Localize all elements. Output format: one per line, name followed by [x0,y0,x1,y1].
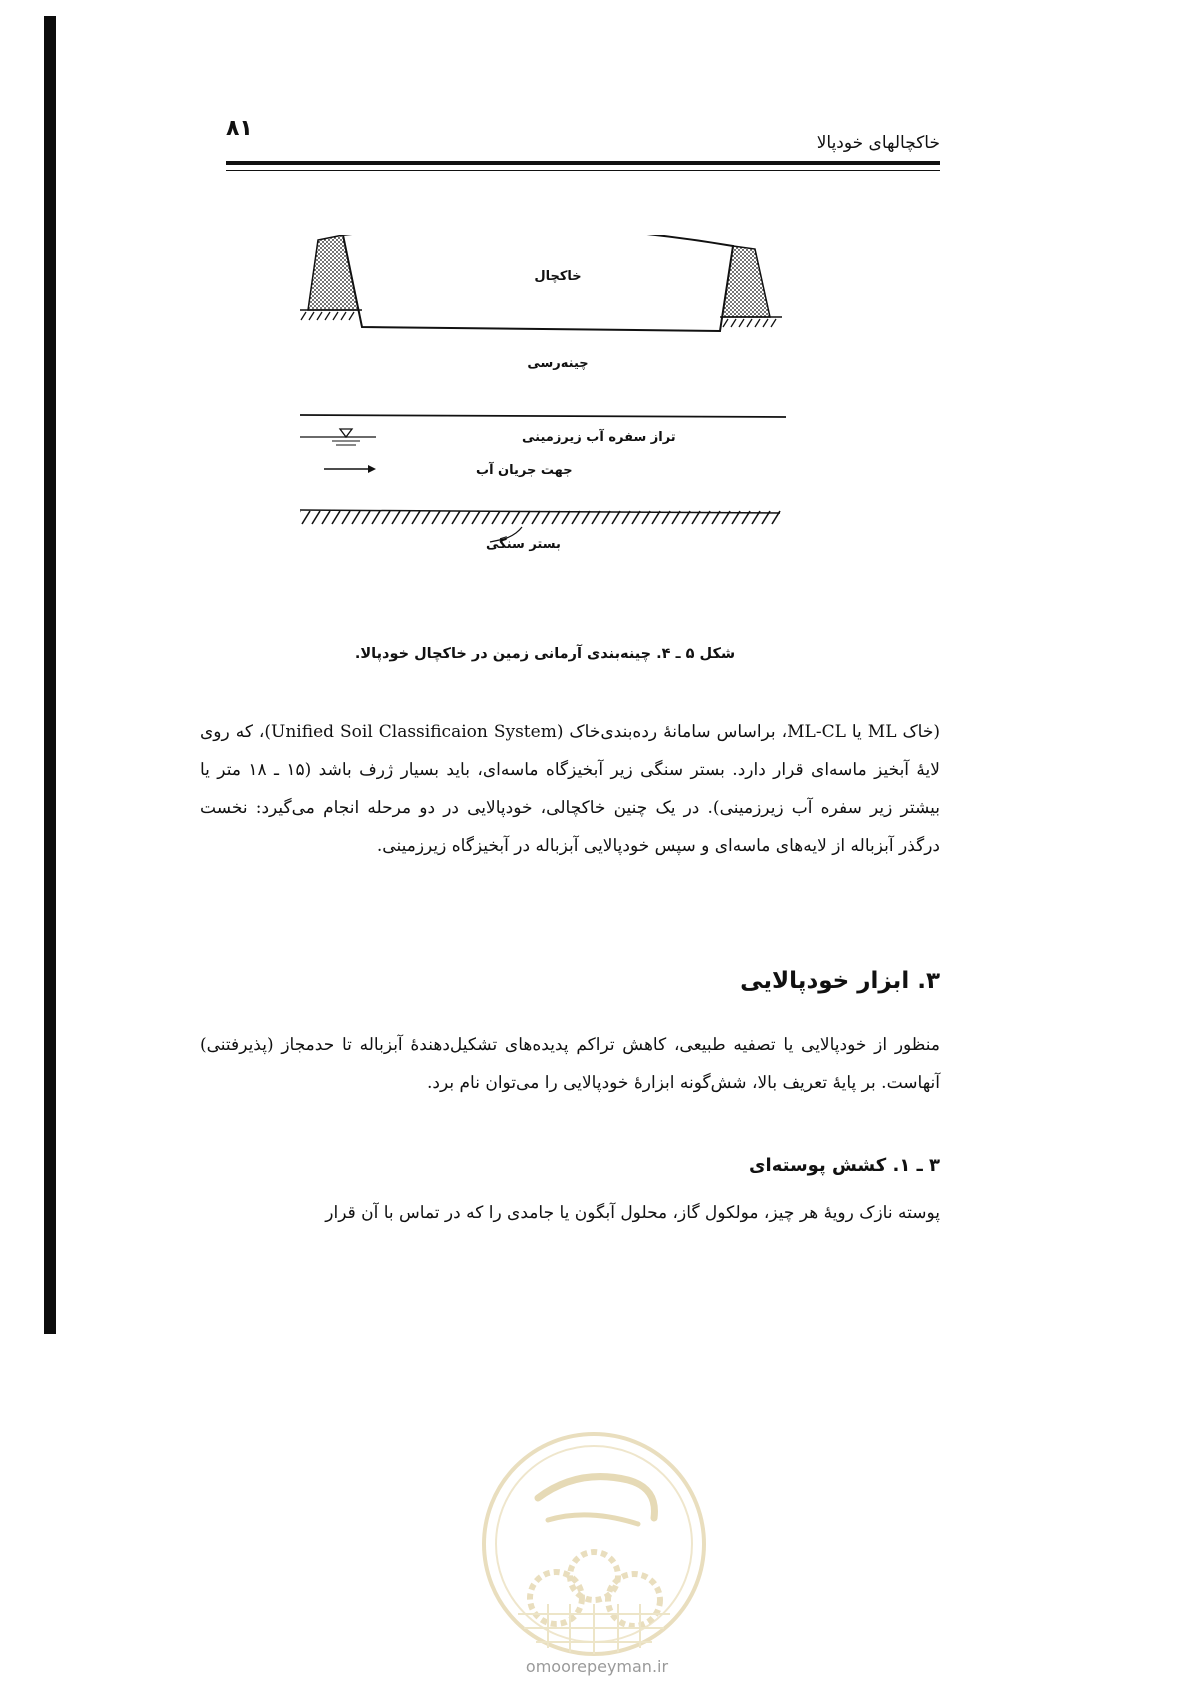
subsection-heading: ۳ ـ ۱. کشش پوسته‌ای [749,1155,940,1176]
bedrock-hatch [300,511,780,524]
water-table-symbol [340,429,352,437]
figure-caption: شکل ۵ ـ ۴. چینه‌بندی آرمانی زمین در خاکچال خودپالا. [354,646,736,662]
paragraph-2: منظور از خودپالایی یا تصفیه طبیعی، کاهش تراکم پدیده‌های تشکیل‌دهندهٔ آبزباله تا حدمجاز (پذیرفتنی) آنهاست. بر پایهٔ تعریف بالا، شش‌گونه ابزارهٔ خودپالایی را می‌توان نام برد. [200,1035,940,1093]
section-heading: ۳. ابزار خودپالایی [740,968,940,994]
flow-direction-label: جهت جریان آب [476,463,573,478]
clay-sand-boundary [300,415,786,417]
page-number: ۸۱ [226,116,253,141]
running-head: خاکچالهای خودپالا [816,133,940,153]
watermark-url: omoorepeyman.ir [525,1657,669,1676]
header-rule-thick [226,161,940,165]
water-table-label: تراز سفره آب زیرزمینی [522,430,676,445]
clay-layer-label: چینه‌رسی [527,356,589,371]
stratigraphy-figure [300,235,860,615]
paragraph-3: پوسته نازک رویهٔ هر چیز، مولکول گاز، محلول آبگون یا جامدی را که در تماس با آن قرار [325,1203,940,1223]
pit-label: خاکچال [534,269,582,284]
watermark-seal [478,1428,710,1660]
scan-spine-shadow [44,16,56,1334]
header-rule-thin [226,170,940,171]
paragraph-1: (خاک ML یا ML-CL، براساس سامانهٔ رده‌بندی‌خاک (Unified Soil Classificaion System)، که روی لایهٔ آبخیز ماسه‌ای قرار دارد. بستر سنگی زیر آبخیزگاه ماسه‌ای، باید بسیار ژرف باشد (۱۵ ـ ۱۸ متر یا بیشتر زیر سفره آب زیرزمینی). در یک چنین خاکچالی، خودپالایی در دو مرحله انجام می‌گیرد: نخست درگذر آبزباله از لایه‌های ماسه‌ای و سپس خودپالایی آبزباله در آبخیزگاه زیرزمینی. [200,722,941,856]
bedrock-label: بستر سنگی [486,537,561,552]
flow-arrowhead [368,465,376,473]
